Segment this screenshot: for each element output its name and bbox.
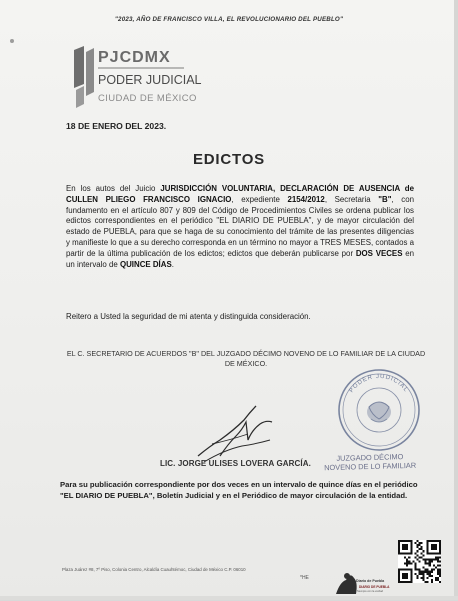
body-interval: QUINCE DÍAS (119, 259, 172, 269)
body-case-name: JURISDICCIÓN VOLUNTARIA, DECLARACIÓN DE AUSENCIA de CULLEN PLIEGO FRANCISCO IGNACIO (66, 184, 414, 204)
court-seal (336, 367, 422, 453)
body-times: DOS VECES (355, 248, 403, 258)
qr-code-icon (398, 540, 441, 583)
document-date: 18 DE ENERO DEL 2023. (66, 121, 167, 131)
svg-text:CIUDAD DE MÉXICO: CIUDAD DE MÉXICO (98, 93, 197, 104)
closing-line: Reitero a Usted la seguridad de mi atenta y distinguida consideración. (66, 312, 311, 321)
newspaper-name: DIARIO DE PUEBLA (359, 585, 390, 589)
pjcdmx-logo-mark (72, 46, 202, 116)
pjcdmx-logo (72, 46, 202, 116)
body-text: En los autos del Juicio (66, 184, 161, 193)
typist-initials: *HE (300, 575, 309, 581)
document-title: EDICTOS (192, 151, 265, 168)
court-stamp-text: JUZGADO DÉCIMO NOVENO DE LO FAMILIAR (324, 452, 417, 473)
court-address: Plaza Juárez #8, 7º Piso, Colonia Centro, Alcaldía Cuauhtémoc, Ciudad de México C.P. 06010 (62, 567, 246, 572)
svg-text:PODER JUDICIAL: PODER JUDICIAL (98, 73, 202, 87)
signature-mark (190, 400, 280, 466)
newspaper-subtitle: Siempre con la verdad (357, 590, 383, 593)
signer-name: LIC. JORGE ULISES LOVERA GARCÍA. (160, 459, 311, 468)
handwritten-signature (190, 400, 280, 466)
edict-body (66, 184, 414, 270)
header-motto: "2023, AÑO DE FRANCISCO VILLA, EL REVOLUCIONARIO DEL PUEBLO" (114, 16, 344, 23)
body-file-number: 2154/2012 (287, 194, 325, 204)
body-text: , expediente (231, 194, 288, 204)
publication-note: Para su publicación correspondiente por dos veces en un intervalo de quince días en el periódico "EL DIARIO DE PUEBLA", Boletín Judicial y en el Periódico de mayor circulación de la entidad. (60, 480, 418, 500)
secretary-line: EL C. SECRETARIO DE ACUERDOS "B" DEL JUZGADO DÉCIMO NOVENO DE LO FAMILIAR DE LA CIUDAD DE MÉXICO. (66, 349, 426, 368)
court-seal-icon (336, 367, 422, 453)
body-text: , Secretaria (324, 194, 379, 204)
svg-text:PJCDMX: PJCDMX (98, 49, 171, 66)
body-secretaria: "B" (378, 194, 392, 204)
newspaper-tagline: Diario de Puebla (356, 579, 385, 583)
seal-label: PODER JUDICIAL (348, 373, 410, 395)
body-text: , con fundamento en el artículo 807 y 809 del Código de Procedimientos Civiles se ordena publicar los edictos correspondientes en el periódico "EL DIARIO DE PUEBLA", y de mayor circulación del estado de PUEBLA, para que se haga de su conocimiento del trámite de las presentes diligencias y manifieste lo que a su derecho corresponda en un término no mayor a TRES MESES, contados a partir de la última publicación de los edictos; edictos que deberán publicarse por (66, 194, 415, 258)
body-text: en un intervalo de (66, 248, 414, 269)
body-text: . (171, 259, 174, 269)
